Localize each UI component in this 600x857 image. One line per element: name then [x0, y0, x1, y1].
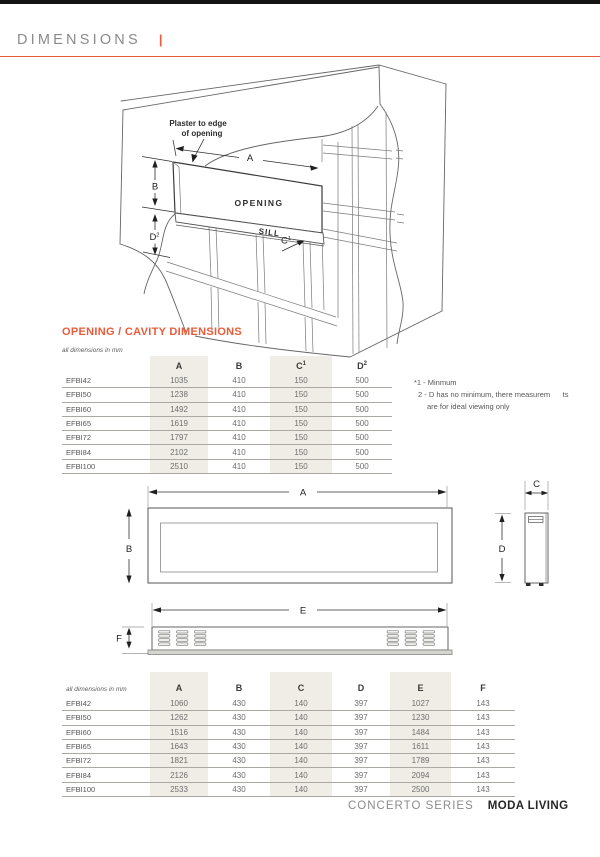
page-title: DIMENSIONS: [17, 32, 141, 48]
value-cell: 143: [451, 697, 515, 711]
value-cell: 397: [332, 768, 390, 782]
value-cell: 430: [208, 754, 270, 768]
cavity-isometric-drawing: [90, 58, 570, 363]
value-cell: 2500: [390, 782, 451, 796]
value-cell: 140: [270, 725, 332, 739]
value-cell: 500: [332, 374, 392, 388]
value-cell: 500: [332, 416, 392, 430]
value-cell: 143: [451, 725, 515, 739]
value-cell: 397: [332, 739, 390, 753]
plaster-label-line1: Plaster to edge: [169, 119, 227, 128]
value-cell: 410: [208, 445, 270, 459]
value-cell: 1643: [150, 739, 208, 753]
model-cell: EFBI65: [62, 416, 150, 430]
column-header-a: A: [150, 356, 208, 374]
view-dim-c-label: C: [533, 479, 540, 490]
value-cell: 1611: [390, 739, 451, 753]
model-cell: EFBI65: [62, 739, 150, 753]
model-cell: EFBI60: [62, 402, 150, 416]
value-cell: 150: [270, 402, 332, 416]
value-cell: 397: [332, 697, 390, 711]
model-cell: EFBI42: [62, 697, 150, 711]
product-views-drawing: [90, 470, 570, 665]
product-dimensions-table: [62, 672, 515, 797]
header-separator-bar: |: [158, 32, 163, 47]
value-cell: 410: [208, 416, 270, 430]
value-cell: 1027: [390, 697, 451, 711]
model-cell: EFBI42: [62, 374, 150, 388]
view-dim-b-label: B: [125, 544, 133, 555]
table-row: [62, 754, 515, 768]
value-cell: 143: [451, 754, 515, 768]
table-header-row: [62, 356, 392, 374]
bottom-view: [148, 627, 452, 655]
note-line: *1 - Minmum: [414, 378, 457, 387]
value-cell: 140: [270, 782, 332, 796]
value-cell: 410: [208, 374, 270, 388]
table-row: [62, 374, 392, 388]
dim-b-label: B: [151, 181, 159, 193]
value-cell: 2510: [150, 459, 208, 473]
table-row: [62, 416, 392, 430]
value-cell: 1035: [150, 374, 208, 388]
sill-label: SILL: [258, 226, 281, 239]
cavity-dimensions-table: [62, 356, 392, 474]
column-header-d: D: [357, 683, 365, 693]
dim-c1-label: $C^1$: [281, 235, 291, 247]
cavity-section-heading: OPENING / CAVITY DIMENSIONS: [62, 326, 243, 338]
value-cell: 143: [451, 711, 515, 725]
value-cell: 1230: [390, 711, 451, 725]
product-units-note: all dimensions in mm: [66, 686, 127, 693]
value-cell: 1797: [150, 431, 208, 445]
model-column-header: [62, 356, 150, 374]
table-row: [62, 711, 515, 725]
value-cell: 397: [332, 725, 390, 739]
table-row: [62, 445, 392, 459]
column-header-e: E: [390, 672, 451, 697]
opening-label: OPENING: [234, 198, 284, 208]
value-cell: 410: [208, 388, 270, 402]
value-cell: 1516: [150, 725, 208, 739]
value-cell: 150: [270, 416, 332, 430]
value-cell: 410: [208, 459, 270, 473]
model-cell: EFBI84: [62, 768, 150, 782]
value-cell: 140: [270, 697, 332, 711]
value-cell: 1821: [150, 754, 208, 768]
note-line: are for ideal viewing only: [427, 402, 510, 411]
front-view: [148, 508, 452, 583]
value-cell: 430: [208, 711, 270, 725]
value-cell: 1492: [150, 402, 208, 416]
value-cell: 1484: [390, 725, 451, 739]
foot: [526, 583, 531, 586]
value-cell: 500: [332, 431, 392, 445]
value-cell: 410: [208, 402, 270, 416]
value-cell: 150: [270, 431, 332, 445]
value-cell: 140: [270, 754, 332, 768]
value-cell: 430: [208, 739, 270, 753]
value-cell: 150: [270, 374, 332, 388]
value-cell: 150: [270, 388, 332, 402]
value-cell: 143: [451, 739, 515, 753]
value-cell: 150: [270, 445, 332, 459]
value-cell: 2102: [150, 445, 208, 459]
value-cell: 430: [208, 697, 270, 711]
table-row: [62, 697, 515, 711]
model-cell: EFBI84: [62, 445, 150, 459]
value-cell: 140: [270, 739, 332, 753]
value-cell: 2094: [390, 768, 451, 782]
value-cell: 500: [332, 459, 392, 473]
page-footer: [348, 800, 568, 812]
view-dim-a-label: A: [299, 487, 307, 499]
value-cell: 410: [208, 431, 270, 445]
column-header-c: C: [270, 672, 332, 697]
value-cell: 150: [270, 459, 332, 473]
model-cell: EFBI72: [62, 754, 150, 768]
value-cell: 430: [208, 725, 270, 739]
column-header-d2: $D^2$: [357, 361, 367, 371]
column-header-c1: $C^1$: [270, 356, 332, 374]
table-row: [62, 739, 515, 753]
model-cell: EFBI72: [62, 431, 150, 445]
view-dim-f-label: F: [116, 633, 122, 645]
scan-edge: [0, 0, 600, 4]
table-row: [62, 402, 392, 416]
value-cell: 2126: [150, 768, 208, 782]
value-cell: 1789: [390, 754, 451, 768]
page-header: [17, 32, 162, 48]
plaster-label-line2: of opening: [181, 129, 223, 138]
value-cell: 500: [332, 445, 392, 459]
column-header-b: B: [235, 361, 243, 371]
value-cell: 500: [332, 388, 392, 402]
value-cell: 140: [270, 711, 332, 725]
table-row: [62, 782, 515, 796]
value-cell: 397: [332, 711, 390, 725]
value-cell: 430: [208, 768, 270, 782]
cavity-units-note: all dimensions in mm: [62, 347, 123, 354]
dim-a-label: A: [246, 153, 254, 164]
value-cell: 1262: [150, 711, 208, 725]
value-cell: 397: [332, 754, 390, 768]
value-cell: 140: [270, 768, 332, 782]
column-header-a: A: [150, 672, 208, 697]
value-cell: 143: [451, 768, 515, 782]
dim-d2-label: $D^2$: [149, 232, 160, 243]
column-header-b: B: [235, 683, 243, 693]
foot: [539, 583, 544, 586]
value-cell: 1238: [150, 388, 208, 402]
brand-name: MODA LIVING: [487, 800, 569, 812]
value-cell: 430: [208, 782, 270, 796]
value-cell: 1060: [150, 697, 208, 711]
cavity-notes: [414, 377, 568, 413]
value-cell: 500: [332, 402, 392, 416]
model-cell: EFBI50: [62, 388, 150, 402]
side-view: [525, 513, 548, 586]
note-line: 2 - D has no minimum, there measurem ts: [418, 390, 569, 399]
table-row: [62, 431, 392, 445]
table-header-row: [62, 672, 515, 697]
model-cell: EFBI100: [62, 782, 150, 796]
column-header-f: F: [480, 683, 486, 693]
table-row: [62, 768, 515, 782]
table-row: [62, 388, 392, 402]
model-cell: EFBI100: [62, 459, 150, 473]
model-cell: EFBI60: [62, 725, 150, 739]
value-cell: 397: [332, 782, 390, 796]
value-cell: 1619: [150, 416, 208, 430]
view-dim-d-label: D: [498, 544, 506, 555]
value-cell: 2533: [150, 782, 208, 796]
table-row: [62, 725, 515, 739]
view-dim-e-label: E: [299, 605, 307, 617]
value-cell: 143: [451, 782, 515, 796]
model-cell: EFBI50: [62, 711, 150, 725]
series-name: CONCERTO SERIES: [348, 800, 474, 812]
